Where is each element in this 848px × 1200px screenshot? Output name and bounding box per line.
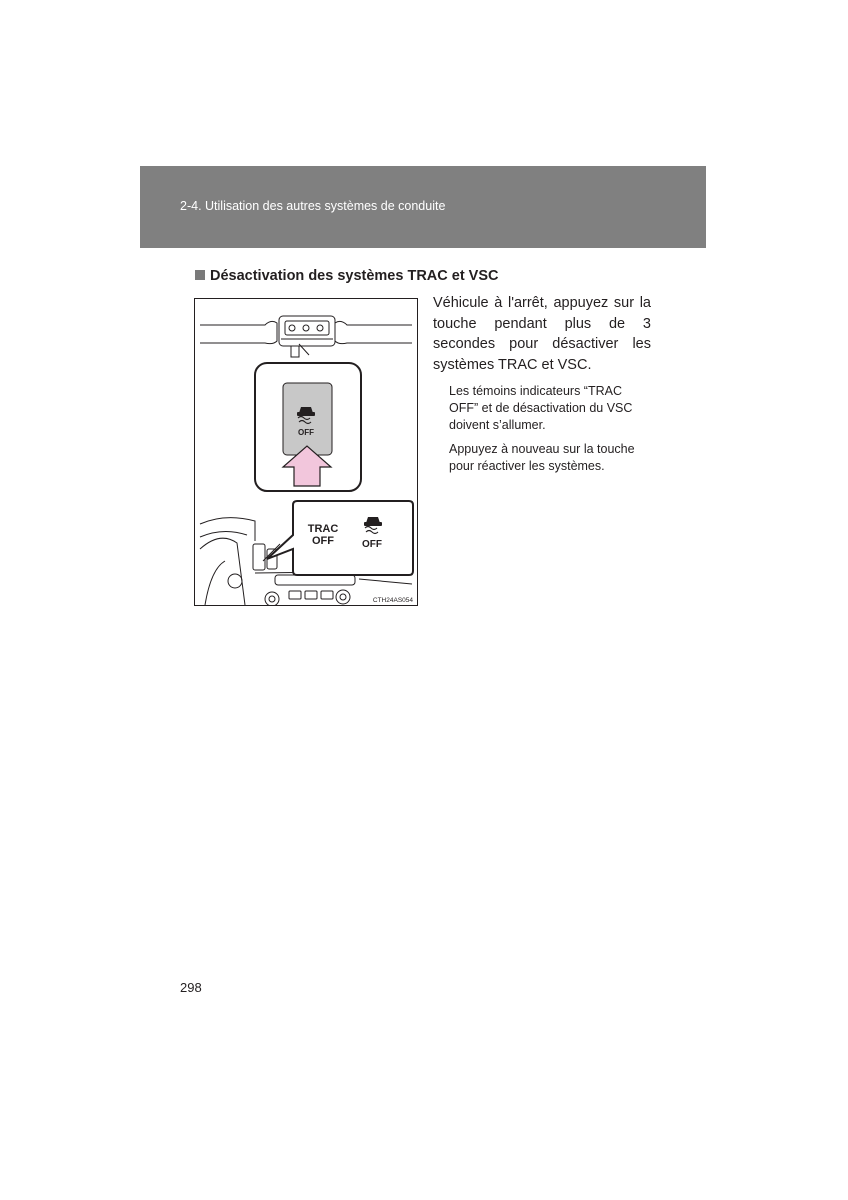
chapter-section-label: 2-4. Utilisation des autres systèmes de conduite bbox=[180, 199, 446, 213]
overhead-console-drawing bbox=[200, 316, 412, 357]
illustration-figure bbox=[194, 298, 418, 606]
section-heading bbox=[195, 268, 499, 284]
section-title-text: Désactivation des systèmes TRAC et VSC bbox=[210, 268, 499, 284]
square-bullet-icon bbox=[195, 270, 205, 280]
chapter-header-bar bbox=[140, 166, 706, 248]
trac-off-indicator-line1: TRAC bbox=[307, 523, 339, 535]
button-off-label: OFF bbox=[298, 428, 314, 437]
indicator-callout bbox=[267, 501, 413, 575]
note-indicators: Les témoins indicateurs “TRAC OFF” et de désactivation du VSC doivent s’allumer. bbox=[449, 384, 633, 432]
trac-off-indicator-line2: OFF bbox=[312, 535, 334, 547]
note-reactivate: Appuyez à nouveau sur la touche pour réactiver les systèmes. bbox=[449, 442, 635, 473]
button-callout bbox=[255, 363, 361, 491]
page-number: 298 bbox=[180, 980, 202, 995]
illustration-code: CTH24AS054 bbox=[372, 597, 413, 604]
instruction-paragraph: Véhicule à l'arrêt, appuyez sur la touche pendant plus de 3 secondes pour désactiver les systèmes TRAC et VSC. bbox=[433, 295, 651, 373]
vsc-off-indicator-label: OFF bbox=[362, 539, 382, 550]
